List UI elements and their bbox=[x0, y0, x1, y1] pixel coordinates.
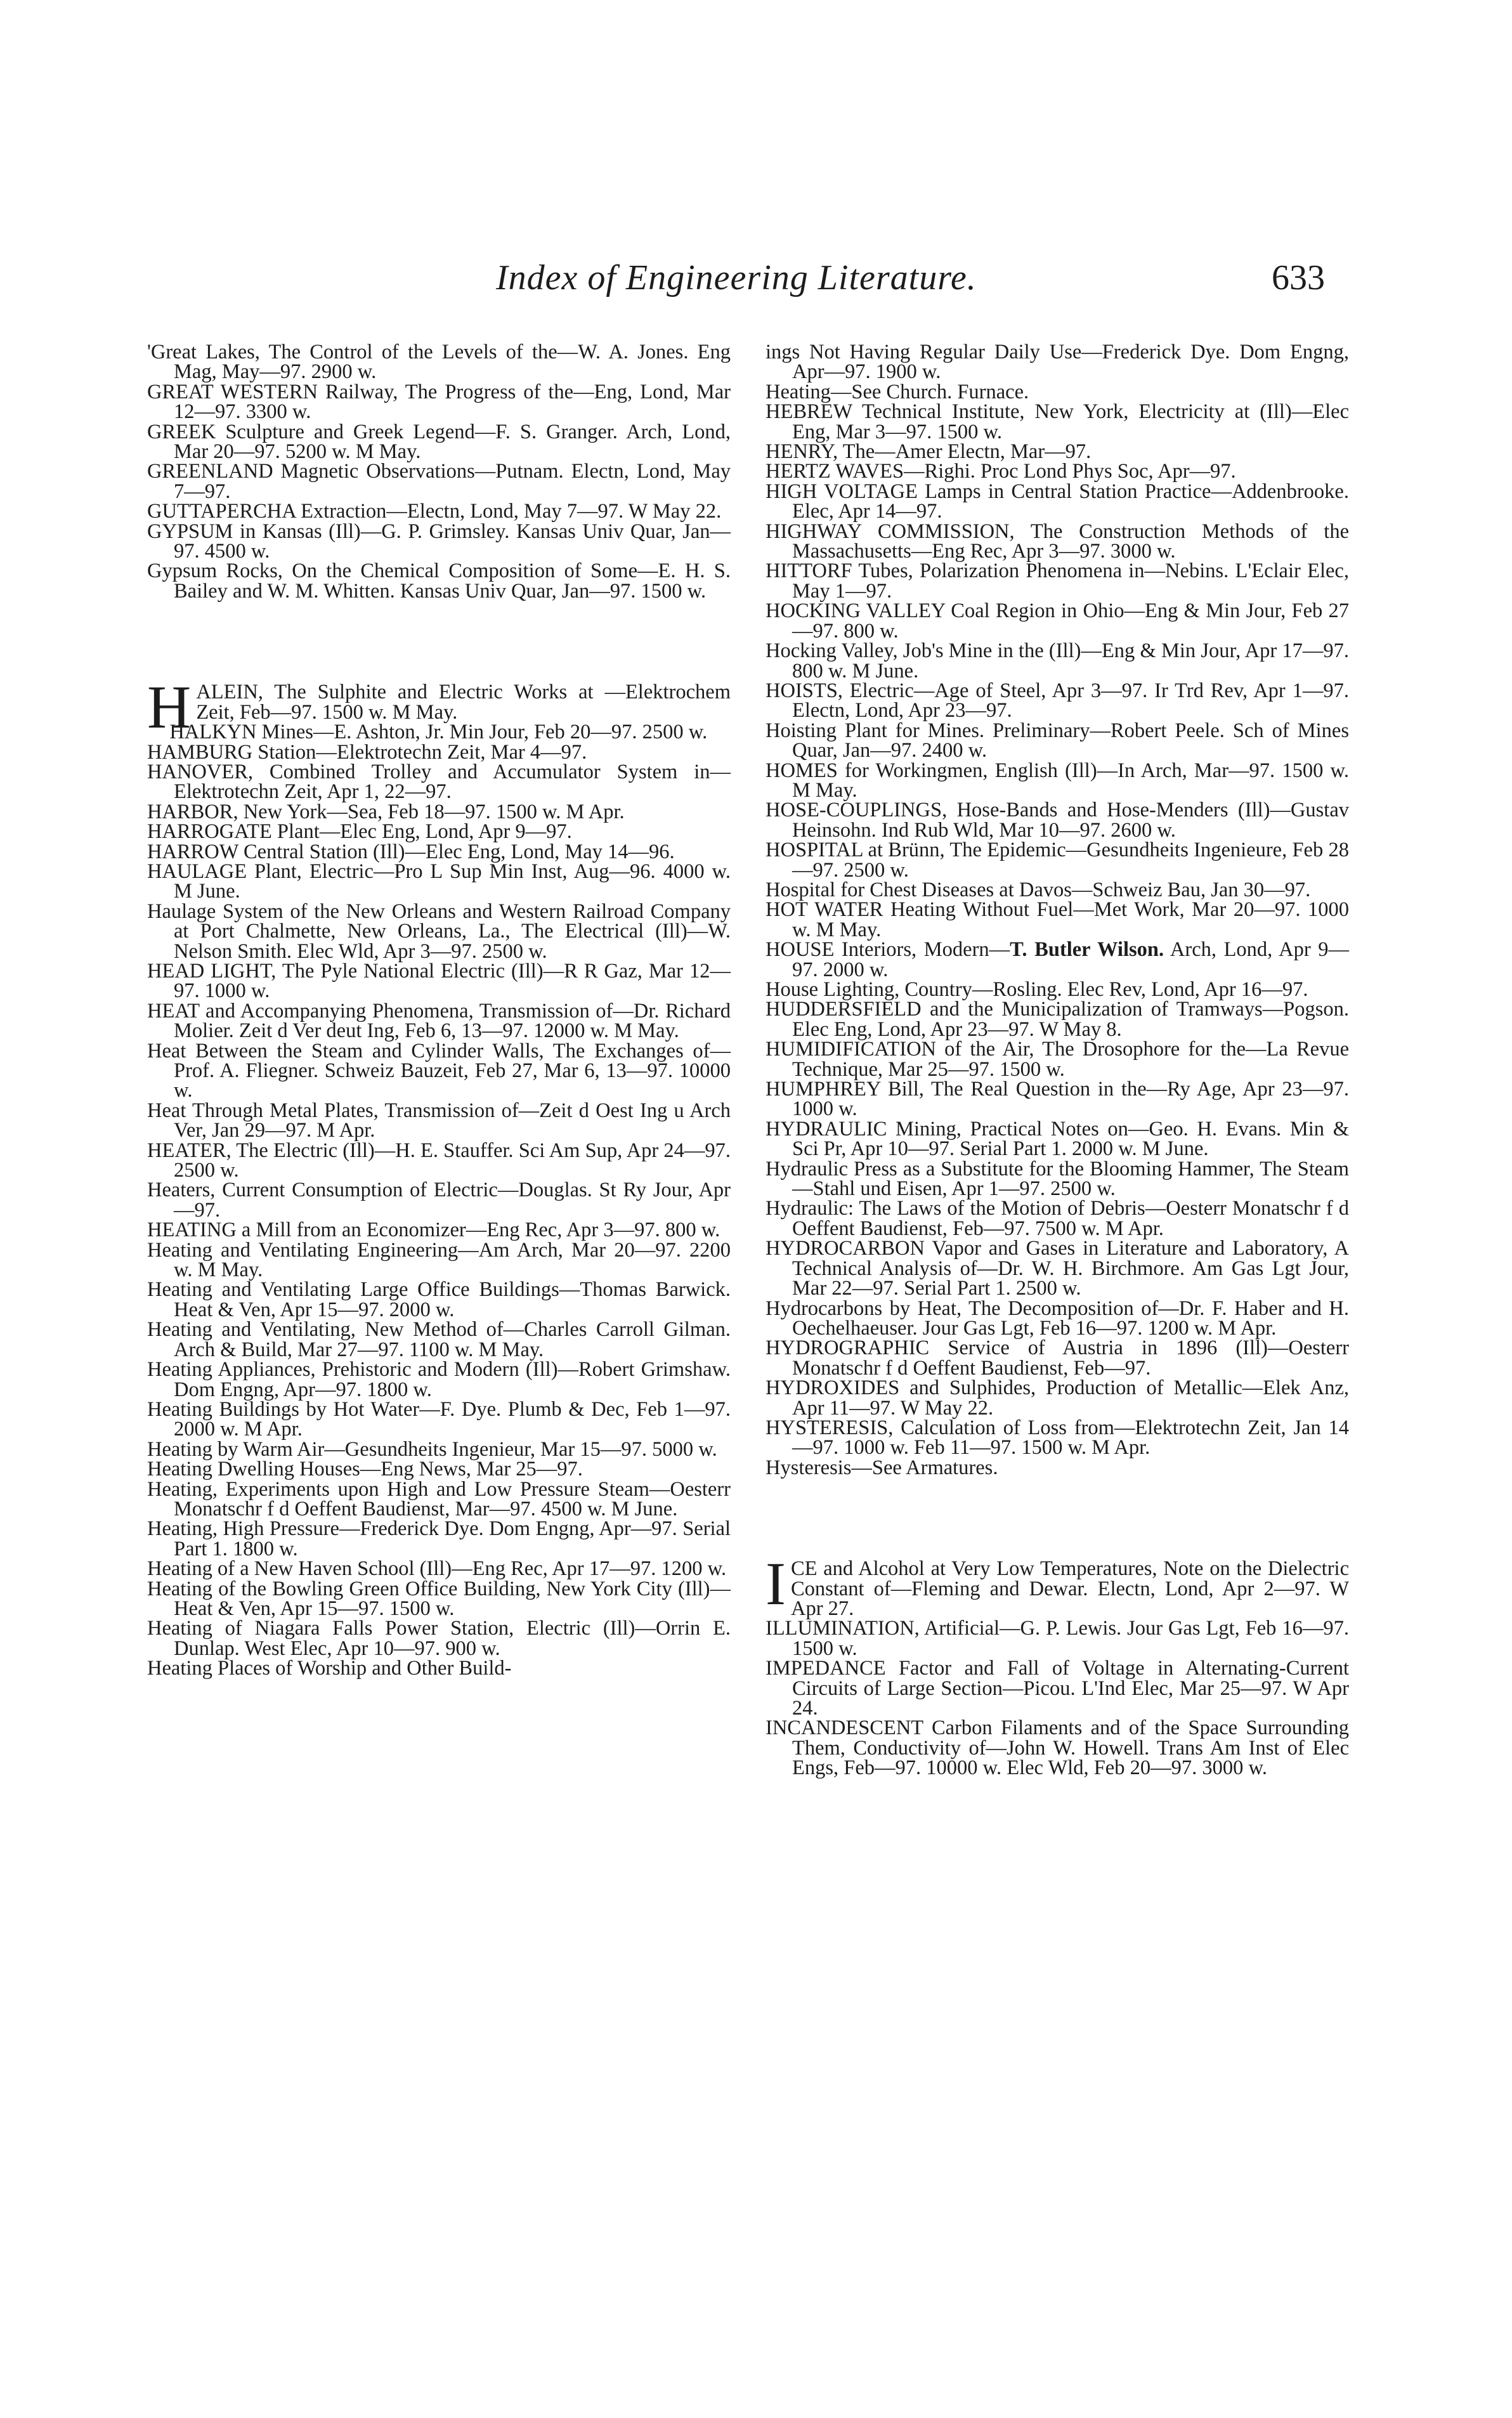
index-entry bbox=[766, 601, 1349, 641]
entry-text: Heating Appliances, Prehistoric and Modern (Ill)—Robert Grimshaw. Dom Engng, Apr—97. 1800 w. bbox=[147, 1358, 731, 1401]
entry-author-bold: T. Butler Wilson. bbox=[1010, 938, 1164, 962]
entry-text: ings Not Having Regular Daily Use—Frederick Dye. Dom Engng, Apr—97. 1900 w. bbox=[766, 341, 1349, 384]
entry-text: HARBOR, New York—Sea, Feb 18—97. 1500 w. M Apr. bbox=[147, 800, 625, 823]
entry-text: Heating, Experiments upon High and Low Pressure Steam—Oesterr Monatschr f d Oeffent Baudienst, Mar—97. 4500 w. M June. bbox=[147, 1477, 731, 1520]
index-entry bbox=[766, 343, 1349, 382]
index-entry bbox=[147, 1477, 731, 1520]
entry-text: HEATING a Mill from an Economizer—Eng Rec, Apr 3—97. 800 w. bbox=[147, 1219, 720, 1242]
entry-text: HOISTS, Electric—Age of Steel, Apr 3—97. Ir Trd Rev, Apr 1—97. Electn, Lond, Apr 23—97. bbox=[766, 679, 1349, 722]
index-entry bbox=[766, 880, 1349, 900]
entry-text: Heating Buildings by Hot Water—F. Dye. Plumb & Dec, Feb 1—97. 2000 w. M Apr. bbox=[147, 1397, 731, 1441]
entry-text: Haulage System of the New Orleans and Western Railroad Company at Port Chalmette, New Orleans, La., The Electrical (Ill)—W. Nelson Smith. Elec Wld, Apr 3—97. 2500 w. bbox=[147, 899, 731, 963]
index-entry bbox=[147, 502, 731, 521]
index-entry bbox=[766, 1299, 1349, 1339]
index-entry bbox=[147, 1320, 731, 1360]
index-entry bbox=[766, 840, 1349, 880]
entry-text: HYDRAULIC Mining, Practical Notes on—Geo. H. Evans. Min & Sci Pr, Apr 10—97. Serial Part 1. 2000 w. M June. bbox=[766, 1117, 1349, 1161]
entry-text: HANOVER, Combined Trolley and Accumulator System in—Elektrotechn Zeit, Apr 1, 22—97. bbox=[147, 760, 731, 804]
index-entry bbox=[147, 959, 731, 1003]
entry-text: Heating—See Church. Furnace. bbox=[766, 380, 1029, 403]
index-entry bbox=[147, 1101, 731, 1141]
entry-text: Heating and Ventilating Large Office Buildings—Thomas Barwick. Heat & Ven, Apr 15—97. 2000 w. bbox=[147, 1278, 731, 1321]
index-entry bbox=[766, 1378, 1349, 1418]
index-entry bbox=[766, 900, 1349, 940]
index-entry bbox=[766, 1157, 1349, 1201]
entry-text: House Lighting, Country—Rosling. Elec Rev, Lond, Apr 16—97. bbox=[766, 978, 1308, 1001]
entry-text: Heat Through Metal Plates, Transmission of—Zeit d Oest Ing u Arch Ver, Jan 29—97. M Apr. bbox=[147, 1099, 731, 1142]
index-entry bbox=[766, 1000, 1349, 1040]
index-entry bbox=[766, 382, 1349, 402]
entry-text: HEBREW Technical Institute, New York, Electricity at (Ill)—Elec Eng, Mar 3—97. 1500 w. bbox=[766, 400, 1349, 443]
index-entry bbox=[147, 899, 731, 963]
index-entry bbox=[147, 1579, 731, 1619]
entry-text: Heating Places of Worship and Other Build- bbox=[147, 1657, 512, 1680]
index-entry bbox=[147, 1437, 731, 1461]
index-entry bbox=[147, 1180, 731, 1220]
index-entry bbox=[147, 561, 731, 601]
entry-text: HERTZ WAVES—Righi. Proc Lond Phys Soc, Apr—97. bbox=[766, 460, 1236, 483]
entry-text: Hysteresis—See Armatures. bbox=[766, 1456, 998, 1479]
entry-text: HYSTERESIS, Calculation of Loss from—Elektrotechn Zeit, Jan 14—97. 1000 w. Feb 11—97. 1500 w. M Apr. bbox=[766, 1416, 1349, 1460]
entry-text: HIGH VOLTAGE Lamps in Central Station Practice—Addenbrooke. Elec, Apr 14—97. bbox=[766, 480, 1349, 523]
index-entry bbox=[766, 1659, 1349, 1718]
index-entry bbox=[147, 522, 731, 562]
index-entry bbox=[766, 1199, 1349, 1239]
entry-text: Heating, High Pressure—Frederick Dye. Dom Engng, Apr—97. Serial Part 1. 1800 w. bbox=[147, 1517, 731, 1560]
index-entry bbox=[766, 561, 1349, 601]
index-entry bbox=[147, 382, 731, 422]
index-entry bbox=[766, 522, 1349, 562]
index-entry bbox=[766, 980, 1349, 1000]
index-entry bbox=[766, 1550, 1349, 1620]
index-entry bbox=[147, 842, 731, 862]
entry-text: Heating of Niagara Falls Power Station, Electric (Ill)—Orrin E. Dunlap. West Elec, Apr 10—97. 900 w. bbox=[147, 1617, 731, 1660]
index-entry bbox=[766, 761, 1349, 801]
index-entry bbox=[147, 1280, 731, 1320]
entry-text: CE and Alcohol at Very Low Temperatures, Note on the Dielectric Constant of—Fleming and Dewar. Electn, Lond, Apr 2—97. W Apr 27. bbox=[790, 1557, 1349, 1620]
entry-text: HARROGATE Plant—Elec Eng, Lond, Apr 9—97. bbox=[147, 820, 572, 844]
entry-text-tail: Arch, Lond, Apr 9—97. 2000 w. bbox=[792, 938, 1349, 981]
index-entry bbox=[766, 1418, 1349, 1458]
entry-text: HYDROCARBON Vapor and Gases in Literature and Laboratory, A Technical Analysis of—Dr. W. H. Birchmore. Am Gas Lgt Jour, Mar 22—97. Serial Part 1. 2500 w. bbox=[766, 1237, 1349, 1300]
entry-text: HEATER, The Electric (Ill)—H. E. Stauffer. Sci Am Sup, Apr 24—97. 2500 w. bbox=[147, 1139, 731, 1182]
entry-text: GREEK Sculpture and Greek Legend—F. S. Granger. Arch, Lond, Mar 20—97. 5200 w. M May. bbox=[147, 420, 731, 464]
entry-text: Hydrocarbons by Heat, The Decomposition of—Dr. F. Haber and H. Oechelhaeuser. Jour Gas Lgt, Feb 16—97. 1200 w. M Apr. bbox=[766, 1297, 1349, 1340]
entry-text: Heating and Ventilating, New Method of—Charles Carroll Gilman. Arch & Build, Mar 27—97. 1100 w. M May. bbox=[147, 1318, 731, 1361]
entry-text: HIGHWAY COMMISSION, The Construction Methods of the Massachusetts—Eng Rec, Apr 3—97. 3000 w. bbox=[766, 520, 1349, 563]
index-entry bbox=[147, 722, 731, 742]
entry-text: HAULAGE Plant, Electric—Pro L Sup Min Inst, Aug—96. 4000 w. M June. bbox=[147, 859, 731, 903]
index-entry bbox=[147, 740, 731, 764]
index-entry bbox=[147, 762, 731, 802]
entry-text: HUMIDIFICATION of the Air, The Drosophore for the—La Revue Technique, Mar 25—97. 1500 w. bbox=[766, 1038, 1349, 1081]
entry-text: Heating by Warm Air—Gesundheits Ingenieur, Mar 15—97. 5000 w. bbox=[147, 1437, 717, 1461]
entry-text: Hydraulic Press as a Substitute for the Blooming Hammer, The Steam—Stahl und Eisen, Apr 1—97. 2500 w. bbox=[766, 1157, 1349, 1201]
index-entry bbox=[766, 1117, 1349, 1161]
entry-text: Hospital for Chest Diseases at Davos—Schweiz Bau, Jan 30—97. bbox=[766, 878, 1311, 901]
left-column bbox=[147, 343, 731, 1679]
index-entry bbox=[766, 482, 1349, 522]
entry-text: Gypsum Rocks, On the Chemical Composition of Some—E. H. S. Bailey and W. M. Whitten. Kansas Univ Quar, Jan—97. 1500 w. bbox=[147, 559, 731, 603]
index-entry bbox=[147, 1397, 731, 1441]
entry-text: HUDDERSFIELD and the Municipalization of Tramways—Pogson. Elec Eng, Lond, Apr 23—97. W May 8. bbox=[766, 998, 1349, 1041]
index-entry bbox=[766, 1458, 1349, 1478]
running-head bbox=[0, 258, 1512, 302]
entry-text: Hydraulic: The Laws of the Motion of Debris—Oesterr Monatschr f d Oeffent Baudienst, Feb—97. 7500 w. M Apr. bbox=[766, 1197, 1349, 1240]
section-initial: H bbox=[147, 673, 192, 742]
index-entry bbox=[147, 999, 731, 1043]
entry-text: HYDROGRAPHIC Service of Austria in 1896 (Ill)—Oesterr Monatschr f d Oeffent Baudienst, Feb—97. bbox=[766, 1336, 1349, 1380]
entry-text: GYPSUM in Kansas (Ill)—G. P. Grimsley. Kansas Univ Quar, Jan—97. 4500 w. bbox=[147, 520, 731, 563]
index-entry bbox=[147, 422, 731, 462]
entry-text: HOUSE Interiors, Modern— bbox=[766, 938, 1010, 962]
entry-text: HOSPITAL at Brünn, The Epidemic—Gesundheits Ingenieure, Feb 28—97. 2500 w. bbox=[766, 839, 1349, 882]
index-entry bbox=[147, 1460, 731, 1479]
index-entry bbox=[766, 1239, 1349, 1298]
entry-text: Hoisting Plant for Mines. Preliminary—Robert Peele. Sch of Mines Quar, Jan—97. 2400 w. bbox=[766, 719, 1349, 762]
entry-text: GREAT WESTERN Railway, The Progress of the—Eng, Lond, Mar 12—97. 3300 w. bbox=[147, 380, 731, 424]
index-entry bbox=[766, 681, 1349, 721]
index-entry bbox=[147, 1360, 731, 1400]
index-entry bbox=[147, 1619, 731, 1659]
index-entry bbox=[147, 462, 731, 502]
entry-text: ILLUMINATION, Artificial—G. P. Lewis. Jour Gas Lgt, Feb 16—97. 1500 w. bbox=[766, 1617, 1349, 1660]
index-entry bbox=[766, 1338, 1349, 1378]
entry-text: HAMBURG Station—Elektrotechn Zeit, Mar 4—97. bbox=[147, 740, 587, 764]
entry-text: HYDROXIDES and Sulphides, Production of Metallic—Elek Anz, Apr 11—97. W May 22. bbox=[766, 1376, 1349, 1420]
entry-text: HENRY, The—Amer Electn, Mar—97. bbox=[766, 440, 1092, 464]
right-column bbox=[766, 343, 1349, 1779]
index-entry bbox=[766, 721, 1349, 761]
entry-text: Heating of the Bowling Green Office Building, New York City (Ill)—Heat & Ven, Apr 15—97. 1500 w. bbox=[147, 1577, 731, 1620]
section-initial: I bbox=[766, 1550, 786, 1618]
entry-text: HOT WATER Heating Without Fuel—Met Work, Mar 20—97. 1000 w. M May. bbox=[766, 898, 1349, 941]
entry-text: HUMPHREY Bill, The Real Question in the—Ry Age, Apr 23—97. 1000 w. bbox=[766, 1078, 1349, 1121]
index-entry bbox=[147, 1039, 731, 1102]
running-title: Index of Engineering Literature. bbox=[496, 258, 977, 297]
entry-text: HARROW Central Station (Ill)—Elec Eng, Lond, May 14—96. bbox=[147, 840, 675, 863]
index-entry bbox=[766, 442, 1349, 462]
entry-text: HEAD LIGHT, The Pyle National Electric (Ill)—R R Gaz, Mar 12—97. 1000 w. bbox=[147, 959, 731, 1003]
entry-text: GREENLAND Magnetic Observations—Putnam. Electn, Lond, May 7—97. bbox=[147, 460, 731, 503]
entry-text: Hocking Valley, Job's Mine in the (Ill)—Eng & Min Jour, Apr 17—97. 800 w. M June. bbox=[766, 639, 1349, 683]
entry-text: HOCKING VALLEY Coal Region in Ohio—Eng & Min Jour, Feb 27—97. 800 w. bbox=[766, 599, 1349, 643]
entry-text: HEAT and Accompanying Phenomena, Transmission of—Dr. Richard Molier. Zeit d Ver deut Ing, Feb 6, 13—97. 12000 w. M May. bbox=[147, 999, 731, 1043]
index-entry bbox=[147, 1519, 731, 1559]
index-entry bbox=[766, 462, 1349, 481]
index-entry bbox=[766, 1718, 1349, 1778]
index-entry bbox=[147, 1141, 731, 1181]
entry-text: 'Great Lakes, The Control of the Levels of the—W. A. Jones. Eng Mag, May—97. 2900 w. bbox=[147, 341, 731, 384]
entry-text: Heating of a New Haven School (Ill)—Eng Rec, Apr 17—97. 1200 w. bbox=[147, 1557, 727, 1581]
index-entry bbox=[147, 343, 731, 382]
index-entry bbox=[766, 801, 1349, 840]
index-entry bbox=[147, 859, 731, 903]
entry-text: INCANDESCENT Carbon Filaments and of the Space Surrounding Them, Conductivity of—John W. Howell. Trans Am Inst of Elec Engs, Feb—97. 10000 w. Elec Wld, Feb 20—97. 3000 w. bbox=[766, 1716, 1349, 1780]
index-entry bbox=[766, 940, 1349, 980]
index-entry bbox=[766, 641, 1349, 681]
entry-text: HOMES for Workingmen, English (Ill)—In Arch, Mar—97. 1500 w. M May. bbox=[766, 759, 1349, 802]
index-entry bbox=[766, 1619, 1349, 1659]
index-entry bbox=[147, 1220, 731, 1240]
entry-text: HITTORF Tubes, Polarization Phenomena in—Nebins. L'Eclair Elec, May 1—97. bbox=[766, 559, 1349, 603]
entry-text: ALEIN, The Sulphite and Electric Works at —Elektrochem Zeit, Feb—97. 1500 w. M May. bbox=[196, 681, 731, 724]
entry-text: HOSE-COUPLINGS, Hose-Bands and Hose-Menders (Ill)—Gustav Heinsohn. Ind Rub Wld, Mar 10—97. 2600 w. bbox=[766, 799, 1349, 842]
index-entry bbox=[147, 802, 731, 822]
entry-text: HALKYN Mines—E. Ashton, Jr. Min Jour, Feb 20—97. 2500 w. bbox=[169, 721, 708, 744]
index-entry bbox=[766, 1080, 1349, 1120]
index-entry bbox=[147, 1238, 731, 1282]
index-entry bbox=[766, 1040, 1349, 1080]
entry-text: Heating Dwelling Houses—Eng News, Mar 25—97. bbox=[147, 1458, 583, 1481]
index-entry bbox=[147, 1559, 731, 1579]
entry-text: IMPEDANCE Factor and Fall of Voltage in Alternating-Current Circuits of Large Section—Picou. L'Ind Elec, Mar 25—97. W Apr 24. bbox=[766, 1657, 1349, 1720]
entry-text: Heating and Ventilating Engineering—Am Arch, Mar 20—97. 2200 w. M May. bbox=[147, 1238, 731, 1282]
page-number: 633 bbox=[1272, 258, 1325, 297]
entry-text: Heaters, Current Consumption of Electric—Douglas. St Ry Jour, Apr—97. bbox=[147, 1179, 731, 1222]
index-entry bbox=[147, 1659, 731, 1678]
index-entry bbox=[147, 822, 731, 842]
index-entry bbox=[766, 402, 1349, 442]
entry-text: Heat Between the Steam and Cylinder Walls, The Exchanges of—Prof. A. Fliegner. Schweiz Bauzeit, Feb 27, Mar 6, 13—97. 10000 w. bbox=[147, 1039, 731, 1102]
entry-text: GUTTAPERCHA Extraction—Electn, Lond, May 7—97. W May 22. bbox=[147, 500, 722, 523]
